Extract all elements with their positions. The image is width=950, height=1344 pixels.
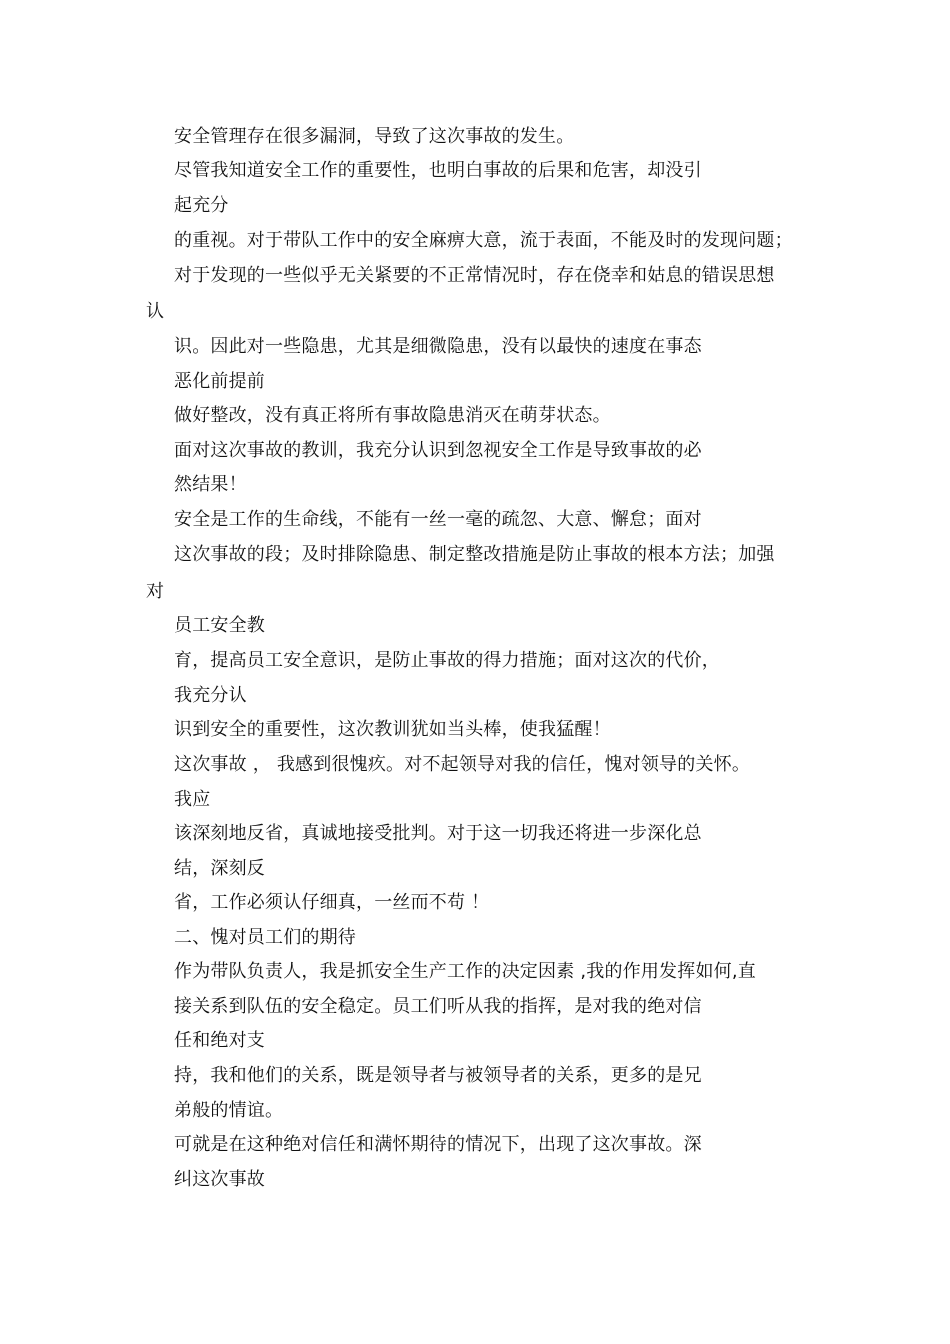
text-line: 该深刻地反省，真诚地接受批判。对于这一切我还将进一步深化总 [174,823,702,844]
text-line: 的重视。对于带队工作中的安全麻痹大意，流于表面，不能及时的发现问题； [174,230,793,251]
text-line: 这次事故的段；及时排除隐患、制定整改措施是防止事故的根本方法；加强 [174,544,775,565]
text-line: 持，我和他们的关系，既是领导者与被领导者的关系，更多的是兄 [174,1065,702,1086]
text-line: 恶化前提前 [174,371,265,392]
text-line: 省，工作必须认仔细真，一丝而不苟 ！ [174,892,490,913]
text-line: 我应 [174,789,211,810]
text-line: 结，深刻反 [174,858,265,879]
text-line: 做好整改，没有真正将所有事故隐患消灭在萌芽状态。 [174,405,611,426]
text-line: 员工安全教 [174,615,265,636]
text-line: 面对这次事故的教训，我充分认识到忽视安全工作是导致事故的必 [174,440,702,461]
text-line: 弟般的情谊。 [174,1100,284,1121]
text-line: 安全是工作的生命线，不能有一丝一毫的疏忽、大意、懈怠；面对 [174,509,702,530]
text-line: 这次事故 ， 我感到很愧疚。对不起领导对我的信任，愧对领导的关怀。 [174,754,751,775]
text-line: 对 [146,581,165,602]
text-line: 尽管我知道安全工作的重要性，也明白事故的后果和危害，却没引 [174,160,702,181]
text-line: 识。因此对一些隐患，尤其是细微隐患，没有以最快的速度在事态 [174,336,702,357]
text-line: 我充分认 [174,685,247,706]
text-line: 育，提高员工安全意识，是防止事故的得力措施；面对这次的代价， [174,650,720,671]
text-line: 安全管理存在很多漏洞，导致了这次事故的发生。 [174,126,575,147]
text-line: 识到安全的重要性，这次教训犹如当头棒，使我猛醒！ [174,719,611,740]
text-line: 纠这次事故 [174,1169,265,1190]
text-line: 认 [146,301,165,322]
text-line: 起充分 [174,195,229,216]
text-line: 任和绝对支 [174,1030,265,1051]
text-line: 可就是在这种绝对信任和满怀期待的情况下，出现了这次事故。深 [174,1134,702,1155]
text-line: 接关系到队伍的安全稳定。员工们听从我的指挥，是对我的绝对信 [174,996,702,1017]
section-heading: 二、愧对员工们的期待 [174,927,356,948]
text-line: 作为带队负责人，我是抓安全生产工作的决定因素 ,我的作用发挥如何,直 [174,961,756,982]
text-line: 然结果！ [174,474,247,495]
text-line: 对于发现的一些似乎无关紧要的不正常情况时，存在侥幸和姑息的错误思想 [174,265,775,286]
